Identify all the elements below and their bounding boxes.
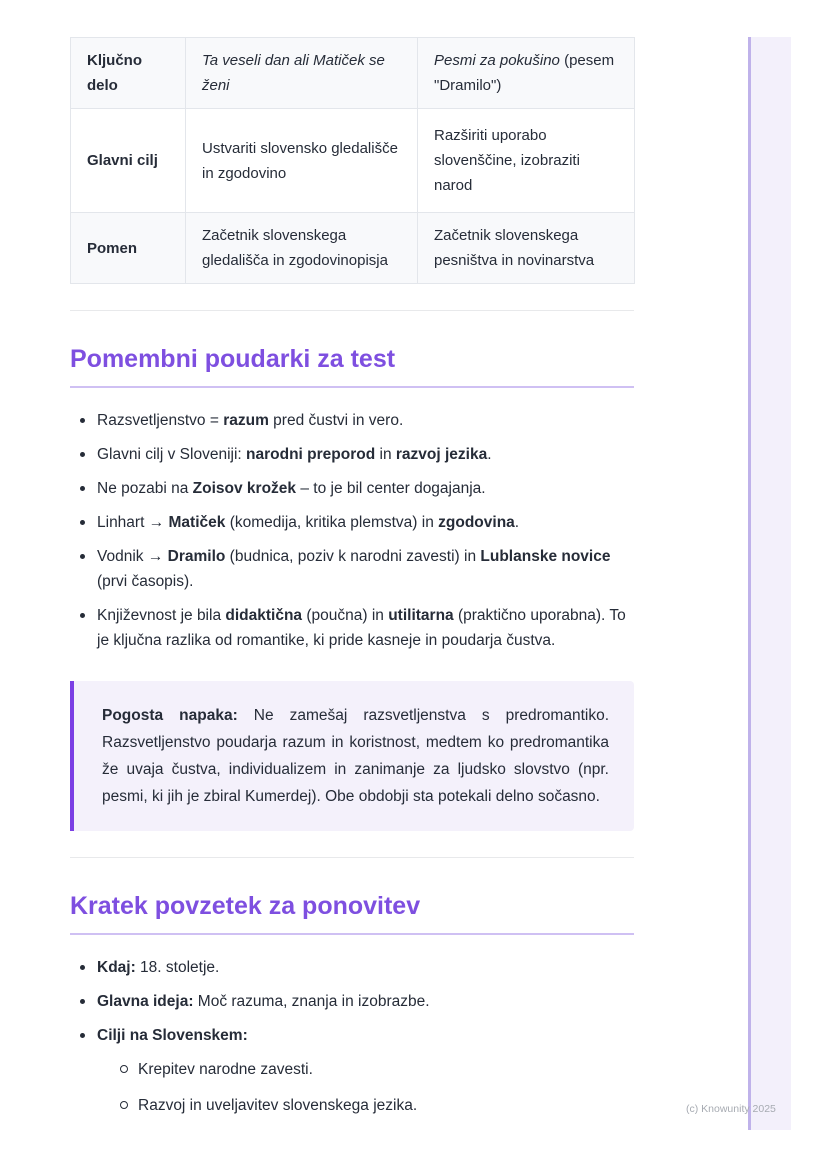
watermark-text: (c) Knowunity 2025 bbox=[686, 1103, 776, 1115]
row-header-cell: Pomen bbox=[71, 213, 186, 284]
list-item-label: Cilji na Slovenskem: bbox=[97, 1027, 248, 1044]
table-cell: Začetnik slovenskega gledališča in zgodovinopisja bbox=[186, 213, 418, 284]
list-item: Književnost je bila didaktična (poučna) in utilitarna (praktično uporabna). To je ključna razlika od romantike, ki pride kasneje in poudarja čustva. bbox=[70, 603, 634, 653]
table-cell: Ta veseli dan ali Matiček se ženi bbox=[186, 38, 418, 109]
document-content bbox=[70, 0, 634, 1129]
list-item: Linhart → Matiček (komedija, kritika plemstva) in zgodovina. bbox=[70, 510, 634, 535]
section-divider bbox=[70, 857, 634, 858]
section-divider bbox=[70, 310, 634, 311]
comparison-table bbox=[70, 37, 635, 284]
table-cell: Razširiti uporabo slovenščine, izobraziti narod bbox=[418, 109, 635, 213]
page-edge-strip bbox=[748, 37, 791, 1130]
list-item: Glavna ideja: Moč razuma, znanja in izobrazbe. bbox=[70, 989, 634, 1014]
test-points-list bbox=[70, 408, 634, 653]
sub-list-item: Razvoj in uveljavitev slovenskega jezika. bbox=[111, 1093, 634, 1118]
section-title-summary: Kratek povzetek za ponovitev bbox=[70, 892, 634, 935]
table-cell: Začetnik slovenskega pesništva in novinarstva bbox=[418, 213, 635, 284]
callout-box: Pogosta napaka: Ne zamešaj razsvetljenstva s predromantiko. Razsvetljenstvo poudarja razum in koristnost, medtem ko predromantika že uvaja čustva, individualizem in zanimanje za ljudsko slovstvo (npr. pesmi, ki jih je zbiral Kumerdej). Obe obdobji sta potekali delno sočasno. bbox=[70, 681, 634, 831]
list-item: Vodnik → Dramilo (budnica, poziv k narodni zavesti) in Lublanske novice (prvi časopis). bbox=[70, 544, 634, 594]
table-cell: Pesmi za pokušino (pesem "Dramilo") bbox=[418, 38, 635, 109]
row-header-cell: Glavni cilj bbox=[71, 109, 186, 213]
sub-list-item: Krepitev narodne zavesti. bbox=[111, 1057, 634, 1082]
list-item: Ne pozabi na Zoisov krožek – to je bil center dogajanja. bbox=[70, 476, 634, 501]
summary-sublist bbox=[111, 1057, 634, 1118]
section-title-test: Pomembni poudarki za test bbox=[70, 345, 634, 388]
row-header-cell: Ključno delo bbox=[71, 38, 186, 109]
table-row bbox=[71, 213, 635, 284]
summary-list bbox=[70, 955, 634, 1118]
list-item: Glavni cilj v Sloveniji: narodni preporod in razvoj jezika. bbox=[70, 442, 634, 467]
list-item: Kdaj: 18. stoletje. bbox=[70, 955, 634, 980]
list-item bbox=[70, 1023, 634, 1118]
list-item: Razsvetljenstvo = razum pred čustvi in vero. bbox=[70, 408, 634, 433]
table-row bbox=[71, 38, 635, 109]
table-row bbox=[71, 109, 635, 213]
table-cell: Ustvariti slovensko gledališče in zgodovino bbox=[186, 109, 418, 213]
